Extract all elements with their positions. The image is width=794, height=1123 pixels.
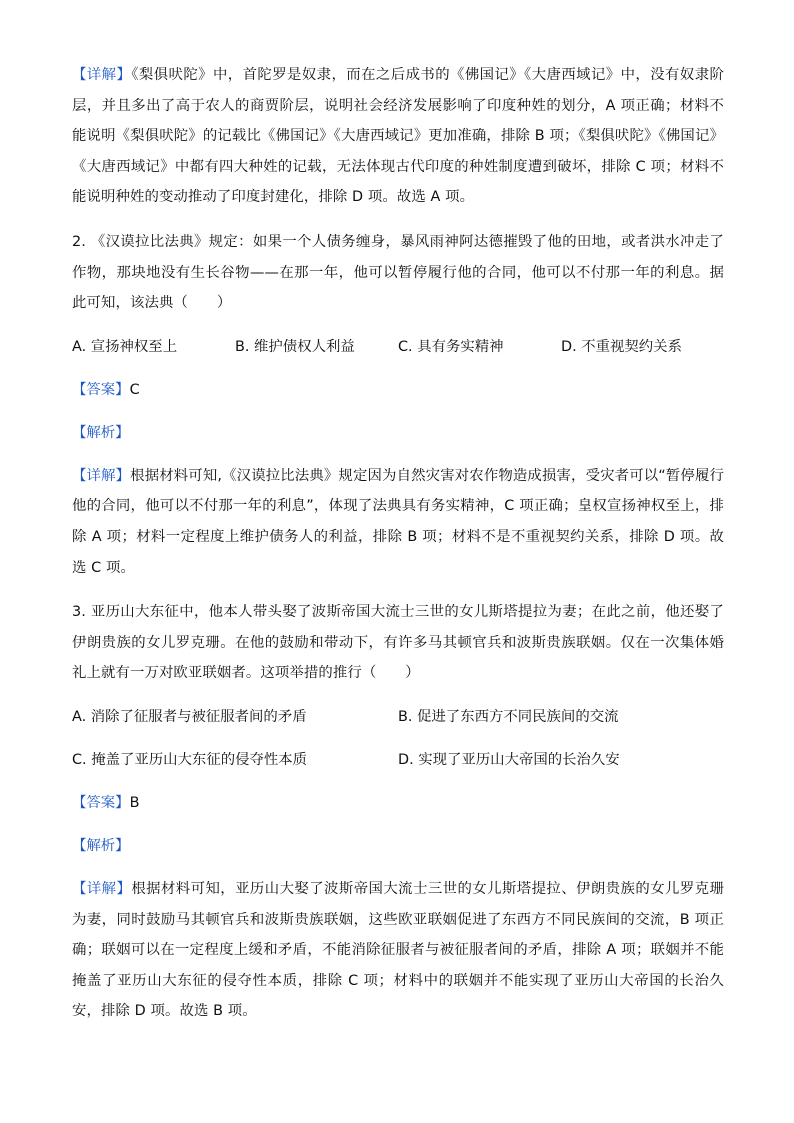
q3-analysis xyxy=(72,831,724,861)
q2-answer-tag: 【答案】 xyxy=(72,381,130,398)
q3-detail-tag: 【详解】 xyxy=(72,880,132,897)
q2-detail xyxy=(72,461,724,583)
q2-options xyxy=(72,332,724,362)
q2-stem: 2. 《汉谟拉比法典》规定：如果一个人债务缠身，暴风雨神阿达德摧毁了他的田地，或者洪水冲走了作物，那块地没有生长谷物——在那一年，他可以暂停履行他的合同，他可以不付那一年的利息。据此可知，该法典（ ） xyxy=(72,233,724,312)
q2-answer-value: C xyxy=(129,381,140,398)
q2-detail-text: 根据材料可知,《汉谟拉比法典》规定因为自然灾害对农作物造成损害，受灾者可以“暂停履行他的合同，他可以不付那一年的利息”，体现了法典具有务实精神，C 项正确；皇权宣扬神权至上，排除 A 项；材料一定程度上维护债务人的利益，排除 B 项；材料不是不重视契约关系，排除 D 项。故选 C 项。 xyxy=(72,467,724,576)
q2-detail-tag: 【详解】 xyxy=(72,467,131,484)
q3-option-c: C. 掩盖了亚历山大东征的侵夺性本质 xyxy=(72,751,308,768)
q3-analysis-tag: 【解析】 xyxy=(72,837,130,854)
q2-analysis xyxy=(72,418,724,448)
document-page xyxy=(72,60,724,1027)
q3-option-d: D. 实现了亚历山大帝国的长治久安 xyxy=(398,751,620,768)
q3-options-row-1 xyxy=(72,702,724,732)
q3-stem: 3. 亚历山大东征中，他本人带头娶了波斯帝国大流士三世的女儿斯塔提拉为妻；在此之前，他还娶了伊朗贵族的女儿罗克珊。在他的鼓励和带动下，有许多马其顿官兵和波斯贵族联姻。仅在一次集体婚礼上就有一万对欧亚联姻者。这项举措的推行（ ） xyxy=(72,604,724,682)
q2-option-c: C. 具有务实精神 xyxy=(398,338,504,355)
q2-answer xyxy=(72,375,724,405)
q2-option-a: A. 宣扬神权至上 xyxy=(72,338,178,355)
q3-detail-text: 根据材料可知，亚历山大娶了波斯帝国大流士三世的女儿斯塔提拉、伊朗贵族的女儿罗克珊为妻，同时鼓励马其顿官兵和波斯贵族联姻，这些欧亚联姻促进了东西方不同民族间的交流，B 项正确；联姻可以在一定程度上缓和矛盾，不能消除征服者与被征服者间的矛盾，排除 A 项；联姻并不能掩盖了亚历山大东征的侵夺性本质，排除 C 项；材料中的联姻并不能实现了亚历山大帝国的长治久安，排除 D 项。故选 B 项。 xyxy=(72,880,724,1020)
q2-option-b: B. 维护债权人利益 xyxy=(235,338,355,355)
q3-option-a: A. 消除了征服者与被征服者间的矛盾 xyxy=(72,708,307,725)
q1-detail-tag: 【详解】 xyxy=(72,67,132,83)
q3-answer-tag: 【答案】 xyxy=(72,794,130,811)
q3-answer xyxy=(72,788,724,818)
q2-analysis-tag: 【解析】 xyxy=(72,424,130,441)
q2-option-d: D. 不重视契约关系 xyxy=(561,338,682,355)
q1-detail xyxy=(72,60,724,213)
q1-detail-text: 《梨俱吠陀》中，首陀罗是奴隶，而在之后成书的《佛国记》《大唐西域记》中，没有奴隶阶层，并且多出了高于农人的商贾阶层，说明社会经济发展影响了印度种姓的划分，A 项正确；材料不能说明《梨俱吠陀》的记载比《佛国记》《大唐西域记》更加准确，排除 B 项；《梨俱吠陀》《佛国记》《大唐西域记》中都有四大种姓的记载，无法体现古代印度的种姓制度遭到破坏，排除 C 项；材料不能说明种姓的变动推动了印度封建化，排除 D 项。故选 A 项。 xyxy=(72,67,724,206)
q3-option-b: B. 促进了东西方不同民族间的交流 xyxy=(398,708,619,725)
q3-options-row-2 xyxy=(72,745,724,775)
q3-detail xyxy=(72,874,724,1027)
q3-answer-value: B xyxy=(129,794,140,811)
